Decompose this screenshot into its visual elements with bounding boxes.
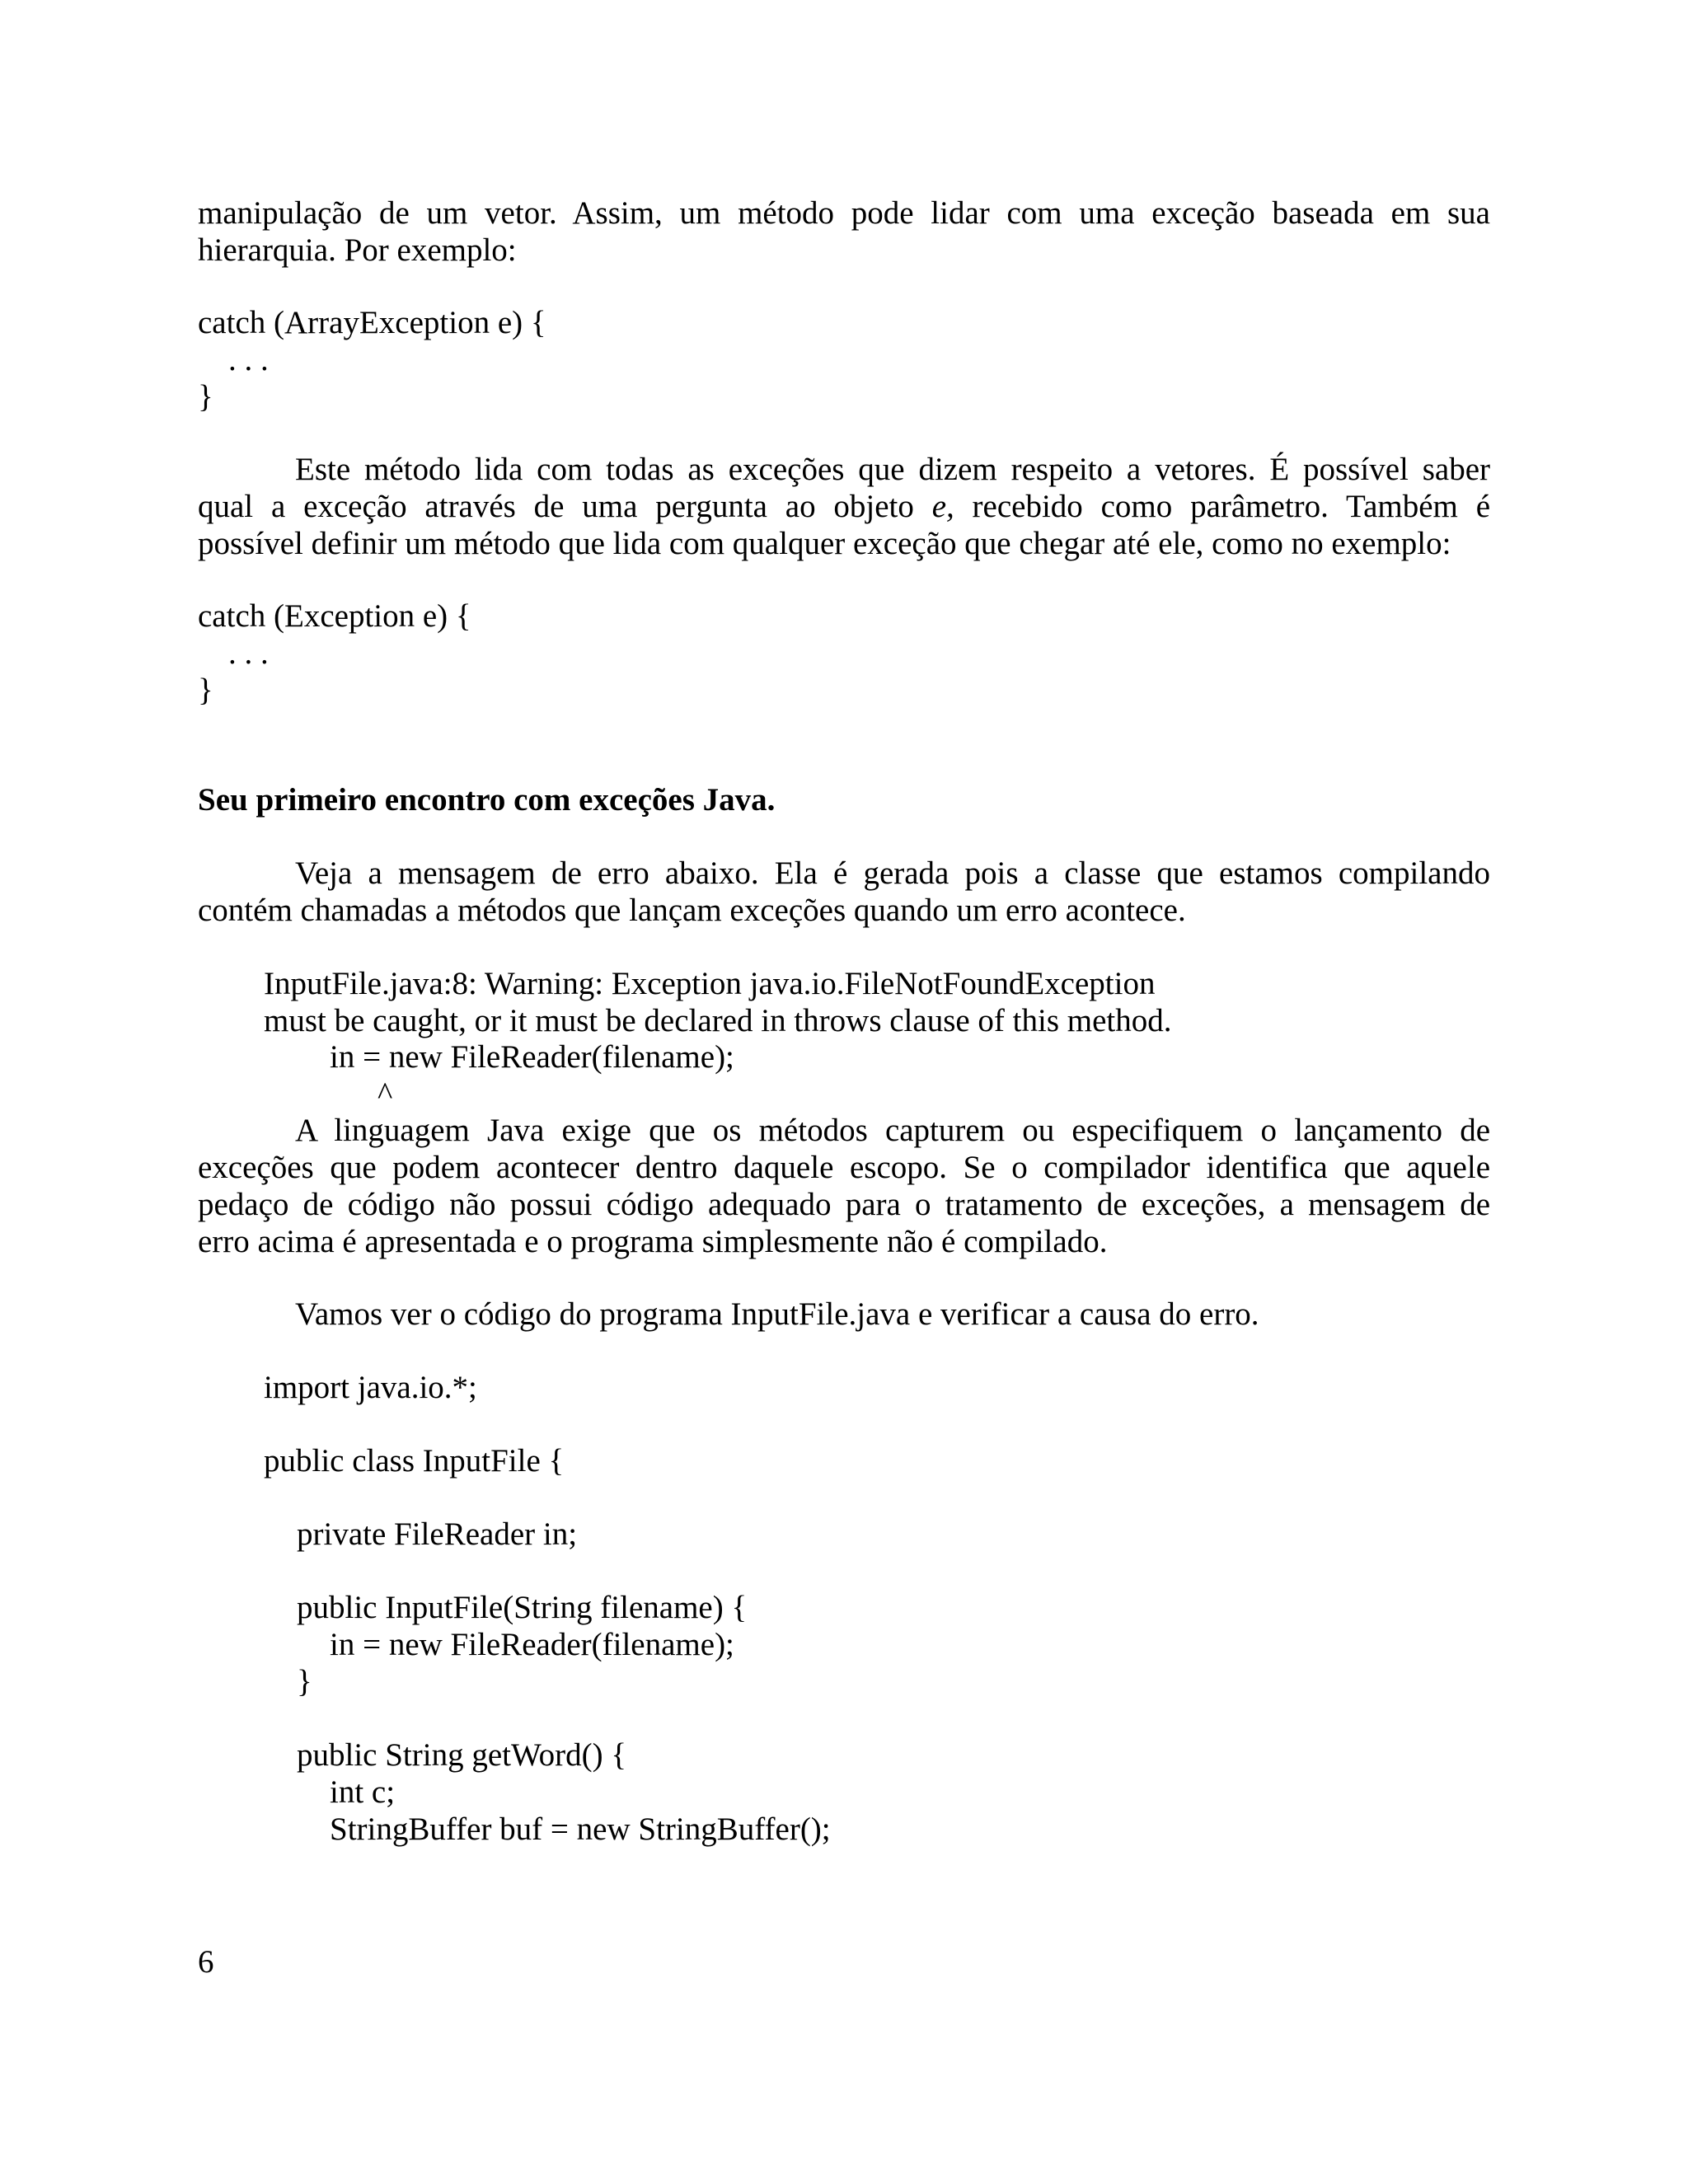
- code-3-line-6: }: [297, 1664, 312, 1699]
- paragraph-4-line-4: erro acima é apresentada e o programa simplesmente não é compilado.: [198, 1224, 1108, 1259]
- paragraph-4-line-2: exceções que podem acontecer dentro daquele escopo. Se o compilador identifica que aquele: [198, 1150, 1490, 1185]
- code-3-line-4: public InputFile(String filename) {: [297, 1590, 748, 1625]
- code-3-line-9: StringBuffer buf = new StringBuffer();: [330, 1811, 831, 1847]
- paragraph-2-line-2: [198, 488, 1490, 526]
- error-message-line-2: must be caught, or it must be declared in throws clause of this method.: [264, 1003, 1172, 1038]
- code-2-line-2: . . .: [228, 635, 269, 671]
- code-3-line-1: import java.io.*;: [264, 1370, 477, 1405]
- code-3-line-2: public class InputFile {: [264, 1443, 565, 1479]
- paragraph-4-line-3: pedaço de código não possui código adequado para o tratamento de exceções, a mensagem de: [198, 1187, 1490, 1222]
- code-2-line-1: catch (Exception e) {: [198, 598, 471, 634]
- page-number: 6: [198, 1944, 214, 1980]
- paragraph-2-line-1: Este método lida com todas as exceções que dizem respeito a vetores. É possível saber: [295, 452, 1490, 487]
- code-3-line-3: private FileReader in;: [297, 1516, 578, 1552]
- code-1-line-2: . . .: [228, 342, 269, 377]
- paragraph-2-line-2-after: recebido como parâmetro. Também é: [954, 489, 1490, 524]
- paragraph-2-line-3: possível definir um método que lida com qualquer exceção que chegar até ele, como no exemplo:: [198, 526, 1451, 561]
- code-2-line-3: }: [198, 673, 213, 708]
- paragraph-3-line-1: Veja a mensagem de erro abaixo. Ela é gerada pois a classe que estamos compilando: [295, 855, 1490, 891]
- paragraph-3-line-2: contém chamadas a métodos que lançam exceções quando um erro acontece.: [198, 893, 1186, 928]
- paragraph-2-line-2-before: qual a exceção através de uma pergunta ao objeto: [198, 489, 932, 524]
- error-message-caret: ^: [377, 1076, 393, 1112]
- paragraph-5: Vamos ver o código do programa InputFile.java e verificar a causa do erro.: [295, 1296, 1259, 1332]
- code-3-line-7: public String getWord() {: [297, 1737, 627, 1773]
- paragraph-1-line-1: manipulação de um vetor. Assim, um método pode lidar com uma exceção baseada em sua: [198, 195, 1490, 231]
- code-3-line-5: in = new FileReader(filename);: [330, 1627, 734, 1662]
- paragraph-1-line-2: hierarquia. Por exemplo:: [198, 232, 517, 268]
- code-1-line-1: catch (ArrayException e) {: [198, 305, 546, 340]
- paragraph-4-line-1: A linguagem Java exige que os métodos capturem ou especifiquem o lançamento de: [295, 1113, 1490, 1148]
- section-heading: Seu primeiro encontro com exceções Java.: [198, 782, 776, 818]
- error-message-line-3: in = new FileReader(filename);: [330, 1039, 734, 1075]
- code-1-line-3: }: [198, 379, 213, 415]
- paragraph-2-line-2-italic: e,: [931, 489, 954, 524]
- code-3-line-8: int c;: [330, 1774, 396, 1810]
- error-message-line-1: InputFile.java:8: Warning: Exception java.io.FileNotFoundException: [264, 966, 1156, 1001]
